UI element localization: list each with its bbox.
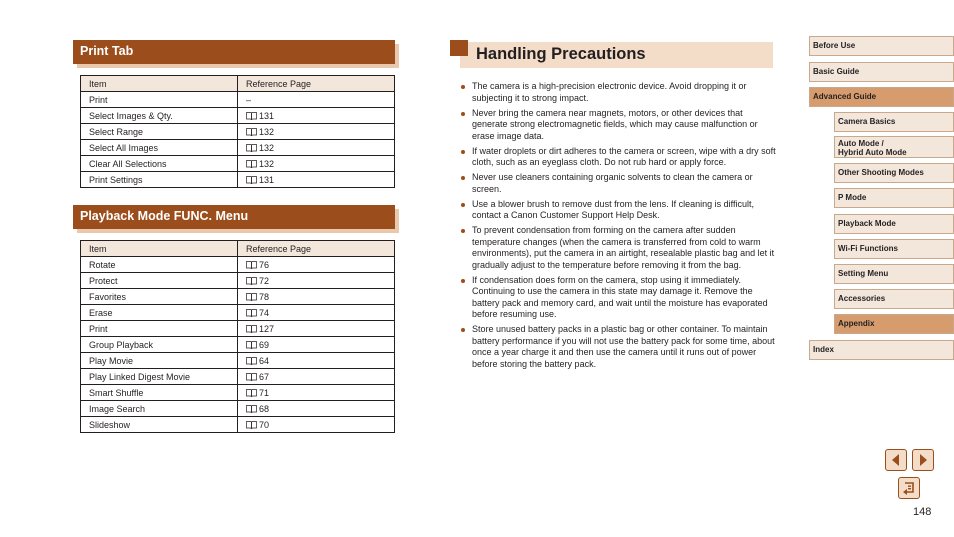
reference-page-cell[interactable] bbox=[238, 321, 395, 337]
page-title: Handling Precautions bbox=[476, 45, 646, 63]
book-icon bbox=[246, 325, 257, 333]
book-icon bbox=[246, 357, 257, 365]
list-item bbox=[461, 199, 776, 222]
page-ref: 64 bbox=[259, 355, 270, 366]
reference-page-cell[interactable] bbox=[238, 156, 395, 172]
arrow-left-icon bbox=[886, 450, 906, 470]
playback-menu-table bbox=[80, 240, 395, 433]
precaution-text: Never use cleaners containing organic solvents to clean the camera or screen. bbox=[472, 172, 753, 194]
list-item bbox=[461, 81, 776, 104]
item-cell: Slideshow bbox=[81, 417, 238, 433]
print-tab-title: Print Tab bbox=[73, 40, 395, 64]
item-cell: Clear All Selections bbox=[81, 156, 238, 172]
table-row bbox=[81, 417, 395, 433]
arrow-right-icon bbox=[913, 450, 933, 470]
item-cell: Smart Shuffle bbox=[81, 385, 238, 401]
nav-playback-mode[interactable]: Playback Mode bbox=[834, 214, 954, 234]
table-header-row bbox=[81, 241, 395, 257]
page-ref: 71 bbox=[259, 387, 270, 398]
nav-appendix[interactable]: Appendix bbox=[834, 314, 954, 334]
page-ref: – bbox=[246, 94, 252, 105]
precaution-text: The camera is a high-precision electronic device. Avoid dropping it or subjecting it to strong impact. bbox=[472, 81, 747, 103]
precautions-list bbox=[461, 81, 776, 374]
reference-page-cell[interactable] bbox=[238, 385, 395, 401]
print-tab-rows bbox=[81, 92, 395, 188]
reference-page-cell[interactable] bbox=[238, 273, 395, 289]
column-header-item: Item bbox=[81, 76, 238, 92]
item-cell: Print bbox=[81, 92, 238, 108]
nav-auto-mode-line2: Hybrid Auto Mode bbox=[838, 148, 907, 157]
page-ref: 74 bbox=[259, 307, 270, 318]
nav-index[interactable]: Index bbox=[809, 340, 954, 360]
table-row bbox=[81, 172, 395, 188]
book-icon bbox=[246, 293, 257, 301]
table-row bbox=[81, 305, 395, 321]
reference-page-cell[interactable] bbox=[238, 337, 395, 353]
book-icon bbox=[246, 309, 257, 317]
nav-accessories[interactable]: Accessories bbox=[834, 289, 954, 309]
page-number: 148 bbox=[913, 506, 932, 518]
nav-basic-guide[interactable]: Basic Guide bbox=[809, 62, 954, 82]
table-row bbox=[81, 156, 395, 172]
page-ref: 70 bbox=[259, 419, 270, 430]
nav-p-mode[interactable]: P Mode bbox=[834, 188, 954, 208]
list-item bbox=[461, 108, 776, 143]
column-header-reference-page: Reference Page bbox=[238, 241, 395, 257]
list-item bbox=[461, 324, 776, 370]
reference-page-cell[interactable] bbox=[238, 289, 395, 305]
page-ref: 127 bbox=[259, 323, 275, 334]
nav-camera-basics[interactable]: Camera Basics bbox=[834, 112, 954, 132]
table-row bbox=[81, 108, 395, 124]
table-row bbox=[81, 369, 395, 385]
page-ref: 68 bbox=[259, 403, 270, 414]
playback-menu-heading bbox=[73, 205, 395, 229]
book-icon bbox=[246, 160, 257, 168]
reference-page-cell[interactable] bbox=[238, 124, 395, 140]
playback-menu-title: Playback Mode FUNC. Menu bbox=[73, 205, 395, 229]
table-row bbox=[81, 353, 395, 369]
item-cell: Play Movie bbox=[81, 353, 238, 369]
page-ref: 131 bbox=[259, 110, 275, 121]
print-tab-table bbox=[80, 75, 395, 188]
book-icon bbox=[246, 373, 257, 381]
reference-page-cell[interactable] bbox=[238, 257, 395, 273]
bullet-icon bbox=[461, 203, 465, 207]
bullet-icon bbox=[461, 176, 465, 180]
print-tab-heading bbox=[73, 40, 395, 64]
nav-before-use[interactable]: Before Use bbox=[809, 36, 954, 56]
precaution-text: Never bring the camera near magnets, motors, or other devices that generate strong electromagnetic fields, which may cause malfunction or erase image data. bbox=[472, 107, 758, 141]
table-row bbox=[81, 257, 395, 273]
playback-menu-rows bbox=[81, 257, 395, 433]
table-row bbox=[81, 385, 395, 401]
book-icon bbox=[246, 144, 257, 152]
item-cell: Erase bbox=[81, 305, 238, 321]
reference-page-cell[interactable] bbox=[238, 417, 395, 433]
bullet-icon bbox=[461, 328, 465, 332]
table-row bbox=[81, 401, 395, 417]
book-icon bbox=[246, 277, 257, 285]
table-row bbox=[81, 273, 395, 289]
bullet-icon bbox=[461, 229, 465, 233]
book-icon bbox=[246, 389, 257, 397]
precaution-text: Use a blower brush to remove dust from the lens. If cleaning is difficult, contact a Canon Customer Support Help Desk. bbox=[472, 198, 754, 220]
column-header-reference-page: Reference Page bbox=[238, 76, 395, 92]
nav-auto-mode-line1: Auto Mode / bbox=[838, 139, 884, 148]
book-icon bbox=[246, 261, 257, 269]
prev-page-button[interactable] bbox=[885, 449, 907, 471]
book-icon bbox=[246, 176, 257, 184]
page-ref: 78 bbox=[259, 291, 270, 302]
precautions-heading bbox=[450, 40, 773, 68]
return-button[interactable] bbox=[898, 477, 920, 499]
table-row bbox=[81, 92, 395, 108]
item-cell: Print Settings bbox=[81, 172, 238, 188]
nav-wifi-functions[interactable]: Wi-Fi Functions bbox=[834, 239, 954, 259]
item-cell: Select Images & Qty. bbox=[81, 108, 238, 124]
page-ref: 132 bbox=[259, 142, 275, 153]
item-cell: Select All Images bbox=[81, 140, 238, 156]
page-ref: 131 bbox=[259, 174, 275, 185]
table-row bbox=[81, 337, 395, 353]
reference-page-cell[interactable] bbox=[238, 140, 395, 156]
precaution-text: If water droplets or dirt adheres to the camera or screen, wipe with a dry soft cloth, such as an eyeglass cloth. Do not rub hard or apply force. bbox=[472, 145, 776, 167]
table-row bbox=[81, 289, 395, 305]
book-icon bbox=[246, 341, 257, 349]
table-header-row bbox=[81, 76, 395, 92]
page-ref: 132 bbox=[259, 126, 275, 137]
precaution-text: Store unused battery packs in a plastic bag or other container. To maintain battery performance if you will not use the battery pack for some time, about once a year charge it and then use the camera until it runs out of power before storing the battery pack. bbox=[472, 324, 775, 369]
page-ref: 76 bbox=[259, 259, 270, 270]
reference-page-cell[interactable] bbox=[238, 172, 395, 188]
column-header-item: Item bbox=[81, 241, 238, 257]
nav-setting-menu[interactable]: Setting Menu bbox=[834, 264, 954, 284]
return-icon bbox=[899, 478, 919, 498]
reference-page-cell[interactable] bbox=[238, 108, 395, 124]
reference-page-cell[interactable] bbox=[238, 305, 395, 321]
reference-page-cell bbox=[238, 92, 395, 108]
nav-auto-mode[interactable] bbox=[834, 136, 954, 158]
item-cell: Favorites bbox=[81, 289, 238, 305]
table-row bbox=[81, 321, 395, 337]
next-page-button[interactable] bbox=[912, 449, 934, 471]
item-cell: Play Linked Digest Movie bbox=[81, 369, 238, 385]
reference-page-cell[interactable] bbox=[238, 401, 395, 417]
bullet-icon bbox=[461, 279, 465, 283]
nav-advanced-guide[interactable]: Advanced Guide bbox=[809, 87, 954, 107]
reference-page-cell[interactable] bbox=[238, 353, 395, 369]
book-icon bbox=[246, 421, 257, 429]
list-item bbox=[461, 225, 776, 271]
book-icon bbox=[246, 405, 257, 413]
item-cell: Select Range bbox=[81, 124, 238, 140]
list-item bbox=[461, 275, 776, 321]
page-ref: 72 bbox=[259, 275, 270, 286]
precaution-text: To prevent condensation from forming on the camera after sudden temperature changes (when the camera is transferred from cold to warm environments), put the camera in an airtight, resealable plastic bag and let it gradually adjust to the temperature before removing it from the bag. bbox=[472, 225, 775, 270]
item-cell: Protect bbox=[81, 273, 238, 289]
page-ref: 132 bbox=[259, 158, 275, 169]
bullet-icon bbox=[461, 150, 465, 154]
bullet-icon bbox=[461, 85, 465, 89]
list-item bbox=[461, 146, 776, 169]
bullet-icon bbox=[461, 112, 465, 116]
page-ref: 67 bbox=[259, 371, 270, 382]
table-row bbox=[81, 124, 395, 140]
item-cell: Rotate bbox=[81, 257, 238, 273]
title-accent-square bbox=[450, 40, 468, 56]
list-item bbox=[461, 172, 776, 195]
nav-other-shooting-modes[interactable]: Other Shooting Modes bbox=[834, 163, 954, 183]
item-cell: Image Search bbox=[81, 401, 238, 417]
item-cell: Group Playback bbox=[81, 337, 238, 353]
reference-page-cell[interactable] bbox=[238, 369, 395, 385]
precaution-text: If condensation does form on the camera, stop using it immediately. Continuing to use the camera in this state may damage it. Remove the battery pack and memory card, and wait until the moisture has evaporated before resuming use. bbox=[472, 274, 768, 319]
item-cell: Print bbox=[81, 321, 238, 337]
book-icon bbox=[246, 112, 257, 120]
table-row bbox=[81, 140, 395, 156]
page-ref: 69 bbox=[259, 339, 270, 350]
book-icon bbox=[246, 128, 257, 136]
